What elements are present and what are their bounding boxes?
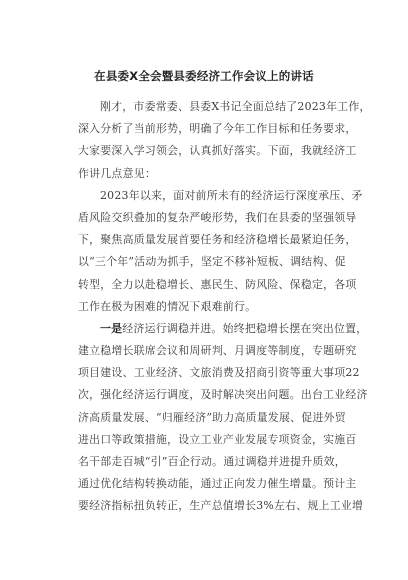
paragraph-line: 作讲几点意见：: [78, 166, 156, 180]
paragraph-line: 深入分析了当前形势，明确了今年工作目标和任务要求，: [78, 122, 357, 136]
paragraph-line: 转型，全力以赴稳增长、惠民生、防风险、保稳定，各项: [78, 277, 357, 291]
paragraph-line: 以“三个年”活动为抓手，坚定不移补短板、调结构、促: [78, 255, 346, 269]
paragraph-2: [78, 185, 363, 318]
paragraph-line: 次，强化经济运行调度，及时解决突出问题。出台工业经济: [78, 388, 368, 402]
paragraph-lead: 一是: [100, 321, 123, 335]
paragraph-line: 下，聚焦高质量发展首要任务和经济稳增长最紧迫任务，: [78, 233, 357, 247]
paragraph-line-text: 经济运行调稳并进。始终把稳增长摆在突出位置，: [122, 321, 368, 335]
paragraph-line: 大家要深入学习领会，认真抓好落实。下面，我就经济工: [78, 144, 357, 158]
paragraph-line-first: [78, 318, 368, 340]
paragraph-line: 工作在极为困难的情况下艰难前行。: [78, 299, 257, 313]
paragraph-line: 刚才，市委常委、县委X书记全面总结了2023年工作，: [100, 100, 371, 113]
paragraph-line: 通过优化结构转换动能，通过正向发力催生增量。预计主: [78, 477, 357, 491]
paragraph-line: 进出口等政策措施，设立工业产业发展专项资金，实施百: [78, 432, 357, 446]
paragraph-line: 名干部走百城“引”百企行动。通过调稳并进提升质效，: [78, 455, 346, 468]
paragraph-line: 盾风险交织叠加的复杂严峻形势，我们在县委的坚强领导: [78, 210, 357, 224]
paragraph-3: [78, 318, 368, 518]
paragraph-line: 建立稳增长联席会议和周研判、月调度等制度，专题研究: [78, 344, 357, 358]
document-body: [78, 96, 371, 518]
paragraph-line: 济高质量发展、“归雁经济”助力高质量发展、促进外贸: [78, 410, 346, 424]
document-title: 在县委X全会暨县委经济工作会议上的讲话: [94, 69, 314, 83]
paragraph-line: 2023年以来，面对前所未有的经济运行深度承压、矛: [100, 188, 363, 202]
paragraph-line: 项目建设、工业经济、文旅消费及招商引资等重大事项22: [78, 366, 360, 380]
paragraph-line: 要经济指标扭负转正，生产总值增长3%左右、规上工业增: [78, 499, 364, 513]
paragraph-1: [78, 96, 371, 185]
